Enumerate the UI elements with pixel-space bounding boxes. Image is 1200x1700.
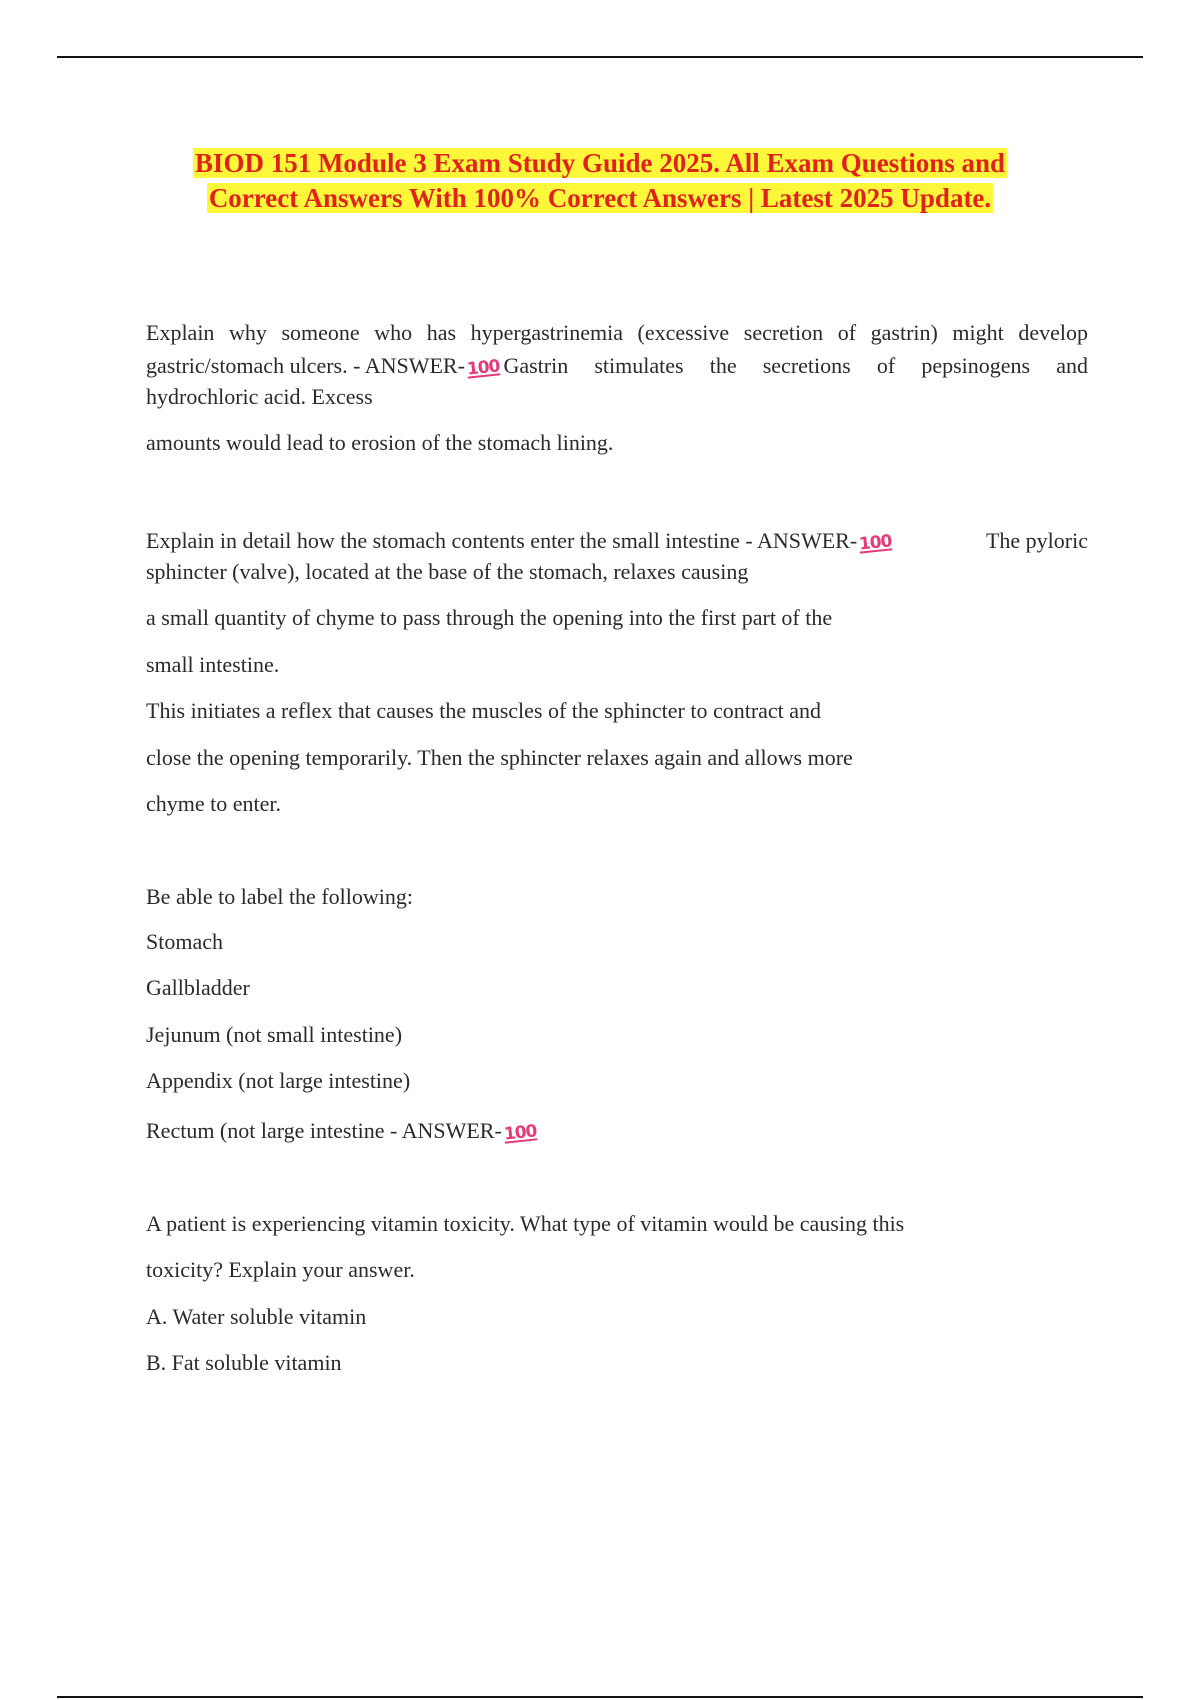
q2-question: Explain in detail how the stomach contents enter the small intestine - ANSWER- xyxy=(146,528,858,553)
q2-line-2: sphincter (valve), located at the base of the stomach, relaxes causing xyxy=(146,559,749,584)
q3-item-jejunum: Jejunum (not small intestine) xyxy=(146,1022,403,1047)
q2-line-7: chyme to enter. xyxy=(146,791,282,816)
hundred-points-icon: 100 xyxy=(858,531,893,555)
q3-item-appendix: Appendix (not large intestine) xyxy=(146,1068,411,1093)
q2-line-5: This initiates a reflex that causes the muscles of the sphincter to contract and xyxy=(146,698,822,723)
title-line-1: BIOD 151 Module 3 Exam Study Guide 2025. All Exam Questions and xyxy=(194,148,1006,178)
q2-line-3: a small quantity of chyme to pass through the opening into the first part of the xyxy=(146,605,833,630)
q4-option-b: B. Fat soluble vitamin xyxy=(146,1350,342,1375)
q3-item-stomach: Stomach xyxy=(146,929,223,954)
document-title xyxy=(60,146,1140,216)
q4-line-2: toxicity? Explain your answer. xyxy=(146,1257,415,1282)
q1-answer-start: Gastrin stimulates the secretions of pepsinogens and xyxy=(503,353,1088,378)
q1-line-1: Explain why someone who has hypergastrinemia (excessive secretion of gastrin) might develop xyxy=(146,320,1088,345)
q1-line-2 xyxy=(146,353,1088,379)
title-line-2: Correct Answers With 100% Correct Answers | Latest 2025 Update. xyxy=(208,183,992,213)
q1-question-end: gastric/stomach ulcers. - ANSWER- xyxy=(146,353,465,378)
q2-line-6: close the opening temporarily. Then the sphincter relaxes again and allows more xyxy=(146,745,853,770)
q1-line-3: hydrochloric acid. Excess xyxy=(146,384,373,409)
q4-option-a: A. Water soluble vitamin xyxy=(146,1304,367,1329)
q2-line-1 xyxy=(146,528,1088,554)
q3-item-rectum xyxy=(146,1118,540,1144)
hundred-points-icon: 100 xyxy=(502,1121,538,1145)
bottom-rule xyxy=(57,1696,1143,1698)
q3-item-gallbladder: Gallbladder xyxy=(146,975,250,1000)
q2-line-4: small intestine. xyxy=(146,652,280,677)
hundred-points-icon: 100 xyxy=(465,356,501,380)
top-rule xyxy=(57,56,1143,58)
q1-line-4: amounts would lead to erosion of the stomach lining. xyxy=(146,430,614,455)
q2-answer-start: The pyloric xyxy=(985,528,1088,553)
q4-line-1: A patient is experiencing vitamin toxicity. What type of vitamin would be causing this xyxy=(146,1211,905,1236)
q3-intro: Be able to label the following: xyxy=(146,884,413,909)
q3-rectum-text: Rectum (not large intestine - ANSWER- xyxy=(146,1118,502,1143)
